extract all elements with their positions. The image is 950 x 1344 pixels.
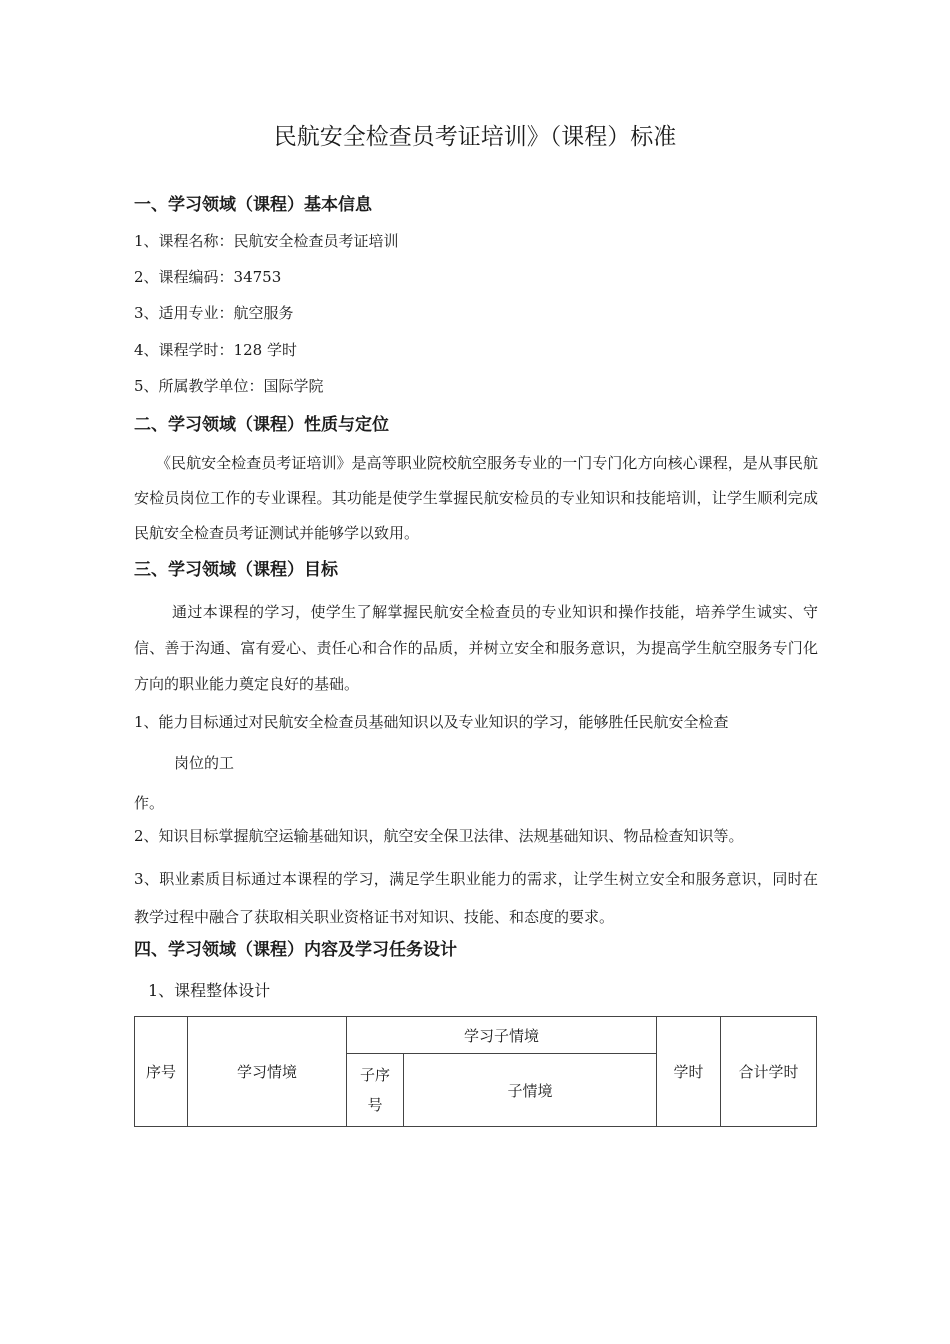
subsection-1-title: 1、课程整体设计 [148, 981, 271, 1000]
header-sub-situation-group: 学习子情境 [347, 1017, 657, 1054]
header-total-hours: 合计学时 [721, 1017, 817, 1127]
info-unit: 5、所属教学单位：国际学院 [134, 377, 324, 395]
section-4-heading: 四、学习领域（课程）内容及学习任务设计 [134, 940, 457, 960]
goal-3: 3、职业素质目标通过本课程的学习，满足学生职业能力的需求，让学生树立安全和服务意识，同时在教学过程中融合了获取相关职业资格证书对知识、技能、和态度的要求。 [134, 870, 818, 926]
header-sub-situation: 子情境 [404, 1054, 657, 1127]
section-2-heading: 二、学习领域（课程）性质与定位 [134, 415, 389, 435]
goal-2: 2、知识目标掌握航空运输基础知识，航空安全保卫法律、法规基础知识、物品检查知识等。 [134, 827, 744, 845]
section-1-heading: 一、学习领域（课程）基本信息 [134, 195, 372, 215]
goal-1-line-1: 1、能力目标通过对民航安全检查员基础知识以及专业知识的学习，能够胜任民航安全检查 [134, 713, 729, 731]
course-design-table [134, 1016, 817, 1127]
section-2-paragraph: 《民航安全检查员考证培训》是高等职业院校航空服务专业的一门专门化方向核心课程，是从事民航安检员岗位工作的专业课程。其功能是使学生掌握民航安检员的专业知识和技能培训，让学生顺利完成民航安全检查员考证测试并能够学以致用。 [134, 454, 818, 542]
header-hours: 学时 [657, 1017, 721, 1127]
header-sub-seq: 子序号 [347, 1054, 404, 1127]
header-situation: 学习情境 [188, 1017, 347, 1127]
document-title: 民航安全检查员考证培训》（课程）标准 [273, 124, 677, 150]
info-course-code: 2、课程编码：34753 [134, 268, 282, 286]
info-major: 3、适用专业：航空服务 [134, 304, 294, 322]
section-3-paragraph: 通过本课程的学习，使学生了解掌握民航安全检查员的专业知识和操作技能，培养学生诚实、守信、善于沟通、富有爱心、责任心和合作的品质，并树立安全和服务意识，为提高学生航空服务专门化方向的职业能力奠定良好的基础。 [134, 603, 818, 693]
goal-1-line-3: 作。 [134, 794, 165, 812]
info-course-name: 1、课程名称：民航安全检查员考证培训 [134, 232, 399, 250]
header-seq: 序号 [135, 1017, 188, 1127]
info-hours: 4、课程学时：128 学时 [134, 341, 297, 359]
goal-1-line-2: 岗位的工 [174, 754, 235, 772]
section-3-heading: 三、学习领域（课程）目标 [134, 560, 338, 580]
